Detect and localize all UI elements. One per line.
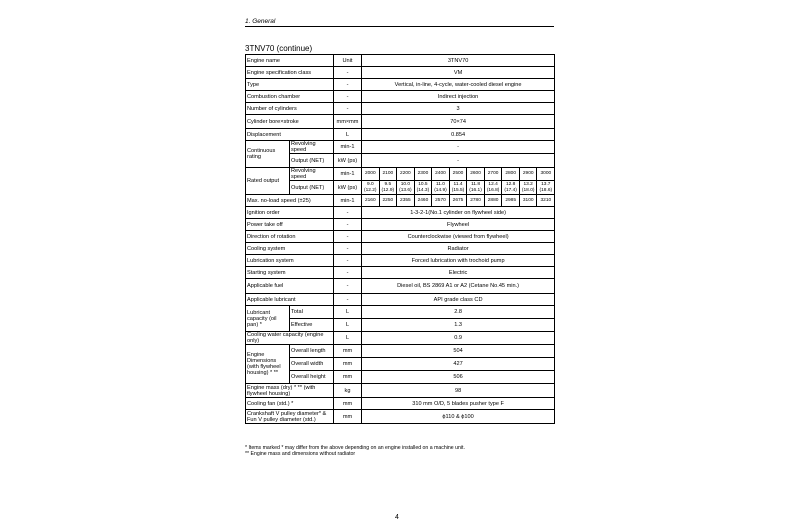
- spec-row-value: API grade class CD: [362, 294, 555, 306]
- spec-row-value: 0.854: [362, 129, 555, 141]
- table-row: [246, 243, 555, 255]
- rated-output-unit: kW (ps): [334, 181, 362, 195]
- rated-speed-value: 2000: [362, 168, 380, 181]
- table-row: [246, 267, 555, 279]
- spec-row-value: 310 mm O/D, 5 blades pusher type F: [362, 398, 555, 410]
- dimension-value: 506: [362, 371, 555, 384]
- dimension-value: 504: [362, 345, 555, 358]
- spec-row-value: Forced lubrication with trochoid pump: [362, 255, 555, 267]
- spec-row-value: VM: [362, 67, 555, 79]
- rated-output-net-label: Output (NET): [290, 181, 334, 195]
- spec-row-label: Cylinder bore×stroke: [246, 115, 334, 129]
- table-row: [246, 358, 555, 371]
- rated-output-value: 11.8 (16.1): [467, 181, 485, 195]
- rated-speed-value: 2600: [467, 168, 485, 181]
- model-title: 3TNV70 (continue): [245, 44, 313, 53]
- spec-row-label: Cooling system: [246, 243, 334, 255]
- table-row: [246, 398, 555, 410]
- rated-output-value: 13.7 (18.6): [537, 181, 555, 195]
- spec-row-unit: -: [334, 219, 362, 231]
- rated-output-value: 11.0 (14.9): [432, 181, 450, 195]
- spec-row-unit: -: [334, 79, 362, 91]
- engine-name-value: 3TNV70: [362, 55, 555, 67]
- spec-row-label: Direction of rotation: [246, 231, 334, 243]
- noload-value: 2880: [484, 195, 502, 207]
- table-row: [246, 219, 555, 231]
- noload-value: 2570: [432, 195, 450, 207]
- spec-row-value: Indirect injection: [362, 91, 555, 103]
- spec-row-label: Cooling fan (std.) *: [246, 398, 334, 410]
- spec-row-label: Displacement: [246, 129, 334, 141]
- rated-output-value: 9.0 (12.2): [362, 181, 380, 195]
- noload-value: 2985: [502, 195, 520, 207]
- dimension-unit: mm: [334, 358, 362, 371]
- lubricant-effective-unit: L: [334, 319, 362, 332]
- rated-output-value: 12.8 (17.4): [502, 181, 520, 195]
- engine-name-label: Engine name: [246, 55, 334, 67]
- table-row: [246, 129, 555, 141]
- table-row: [246, 168, 555, 181]
- rated-speed-value: 2900: [519, 168, 537, 181]
- noload-value: 2160: [362, 195, 380, 207]
- lubricant-total-unit: L: [334, 306, 362, 319]
- spec-row-value: 3: [362, 103, 555, 115]
- header-rule: [245, 26, 554, 27]
- spec-row-label: Combustion chamber: [246, 91, 334, 103]
- spec-row-label: Type: [246, 79, 334, 91]
- spec-row-label: Engine mass (dry) * ** (with flywheel housing): [246, 384, 334, 398]
- table-row: [246, 154, 555, 168]
- rated-output-value: 11.4 (15.5): [449, 181, 467, 195]
- spec-row-label: Starting system: [246, 267, 334, 279]
- spec-row-value: Flywheel: [362, 219, 555, 231]
- table-row: [246, 384, 555, 398]
- spec-row-value: 70×74: [362, 115, 555, 129]
- spec-row-unit: -: [334, 207, 362, 219]
- rated-output-value: 9.5 (12.9): [379, 181, 397, 195]
- dimension-unit: mm: [334, 371, 362, 384]
- table-row: [246, 91, 555, 103]
- spec-row-label: Lubrication system: [246, 255, 334, 267]
- spec-row-label: Crankshaft V pulley diameter* & Fun V pulley diameter (std.): [246, 410, 334, 424]
- table-row: [246, 345, 555, 358]
- noload-value: 2250: [379, 195, 397, 207]
- rated-speed-value: 2400: [432, 168, 450, 181]
- continuous-speed-unit: min-1: [334, 141, 362, 154]
- rated-speed-value: 2200: [397, 168, 415, 181]
- dimensions-label: Engine Dimensions (with flywheel housing) * **: [246, 345, 290, 384]
- noload-value: 2355: [397, 195, 415, 207]
- table-row: [246, 55, 555, 67]
- table-row: [246, 103, 555, 115]
- rated-output-value: 13.2 (18.0): [519, 181, 537, 195]
- spec-row-unit: -: [334, 294, 362, 306]
- spec-row-unit: kg: [334, 384, 362, 398]
- continuous-rating-label: Continuous rating: [246, 141, 290, 168]
- continuous-output-unit: kW (ps): [334, 154, 362, 168]
- table-row: [246, 255, 555, 267]
- spec-row-label: Number of cylinders: [246, 103, 334, 115]
- section-header: 1. General: [245, 18, 276, 25]
- lubricant-total-label: Total: [290, 306, 334, 319]
- noload-value: 2780: [467, 195, 485, 207]
- table-row: [246, 306, 555, 319]
- noload-value: 3210: [537, 195, 555, 207]
- table-row: [246, 141, 555, 154]
- rated-speed-value: 2800: [502, 168, 520, 181]
- spec-row-unit: -: [334, 279, 362, 294]
- spec-row-unit: -: [334, 231, 362, 243]
- spec-row-value: Radiator: [362, 243, 555, 255]
- cooling-water-label: Cooling water capacity (engine only): [246, 332, 334, 345]
- dimension-label: Overall length: [290, 345, 334, 358]
- noload-label: Max. no-load speed (±25): [246, 195, 334, 207]
- spec-row-unit: -: [334, 267, 362, 279]
- lubricant-total-value: 2.8: [362, 306, 555, 319]
- page-number: 4: [395, 514, 399, 521]
- table-row: [246, 410, 555, 424]
- spec-row-label: Engine specification class: [246, 67, 334, 79]
- table-row: [246, 294, 555, 306]
- spec-row-unit: L: [334, 129, 362, 141]
- noload-value: 2460: [414, 195, 432, 207]
- spec-row-value: 98: [362, 384, 555, 398]
- spec-row-label: Applicable lubricant: [246, 294, 334, 306]
- lubricant-effective-value: 1.3: [362, 319, 555, 332]
- spec-row-unit: mm: [334, 410, 362, 424]
- rated-speed-value: 2500: [449, 168, 467, 181]
- rated-output-value: 10.0 (13.6): [397, 181, 415, 195]
- table-row: [246, 79, 555, 91]
- spec-row-unit: -: [334, 103, 362, 115]
- table-row: [246, 195, 555, 207]
- rated-output-value: 10.5 (14.3): [414, 181, 432, 195]
- rated-speed-value: 2300: [414, 168, 432, 181]
- rated-output-label: Rated output: [246, 168, 290, 195]
- spec-row-value: ϕ110 & ϕ100: [362, 410, 555, 424]
- spec-row-unit: mm×mm: [334, 115, 362, 129]
- spec-row-value: Electric: [362, 267, 555, 279]
- table-row: [246, 231, 555, 243]
- table-row: [246, 115, 555, 129]
- spec-row-unit: -: [334, 243, 362, 255]
- dimension-label: Overall width: [290, 358, 334, 371]
- rated-speed-value: 3000: [537, 168, 555, 181]
- spec-row-label: Applicable fuel: [246, 279, 334, 294]
- spec-row-value: Vertical, in-line, 4-cycle, water-cooled diesel engine: [362, 79, 555, 91]
- table-row: [246, 279, 555, 294]
- noload-value: 3100: [519, 195, 537, 207]
- spec-row-unit: mm: [334, 398, 362, 410]
- spec-row-value: Diesel oil, BS 2869 A1 or A2 (Cetane No.45 min.): [362, 279, 555, 294]
- dimension-unit: mm: [334, 345, 362, 358]
- rated-output-value: 12.4 (16.8): [484, 181, 502, 195]
- cooling-water-value: 0.9: [362, 332, 555, 345]
- noload-unit: min-1: [334, 195, 362, 207]
- table-row: [246, 181, 555, 195]
- spec-row-value: 1-3-2-1(No.1 cylinder on flywheel side): [362, 207, 555, 219]
- footnotes: [245, 445, 465, 457]
- footnote-2: ** Engine mass and dimensions without radiator: [245, 451, 356, 458]
- spec-row-label: Ignition order: [246, 207, 334, 219]
- engine-name-unit: Unit: [334, 55, 362, 67]
- spec-row-label: Power take off: [246, 219, 334, 231]
- footnote-1: * Items marked * may differ from the above depending on an engine installed on a machine unit.: [245, 445, 465, 451]
- continuous-speed-label: Revolving speed: [290, 141, 334, 154]
- table-row: [246, 319, 555, 332]
- rated-speed-value: 2700: [484, 168, 502, 181]
- continuous-speed-value: -: [362, 141, 555, 154]
- lubricant-effective-label: Effective: [290, 319, 334, 332]
- noload-value: 2675: [449, 195, 467, 207]
- rated-speed-unit: min-1: [334, 168, 362, 181]
- dimension-value: 427: [362, 358, 555, 371]
- continuous-output-value: -: [362, 154, 555, 168]
- table-row: [246, 371, 555, 384]
- rated-speed-label: Revolving speed: [290, 168, 334, 181]
- dimension-label: Overall height: [290, 371, 334, 384]
- rated-speed-value: 2100: [379, 168, 397, 181]
- continuous-output-label: Output (NET): [290, 154, 334, 168]
- table-row: [246, 207, 555, 219]
- table-row: [246, 67, 555, 79]
- spec-table: [245, 54, 555, 424]
- spec-row-unit: -: [334, 67, 362, 79]
- spec-row-unit: -: [334, 255, 362, 267]
- table-row: [246, 332, 555, 345]
- spec-row-value: Counterclockwise (viewed from flywheel): [362, 231, 555, 243]
- spec-row-unit: -: [334, 91, 362, 103]
- lubricant-capacity-label: Lubricant capacity (oil pan) *: [246, 306, 290, 332]
- cooling-water-unit: L: [334, 332, 362, 345]
